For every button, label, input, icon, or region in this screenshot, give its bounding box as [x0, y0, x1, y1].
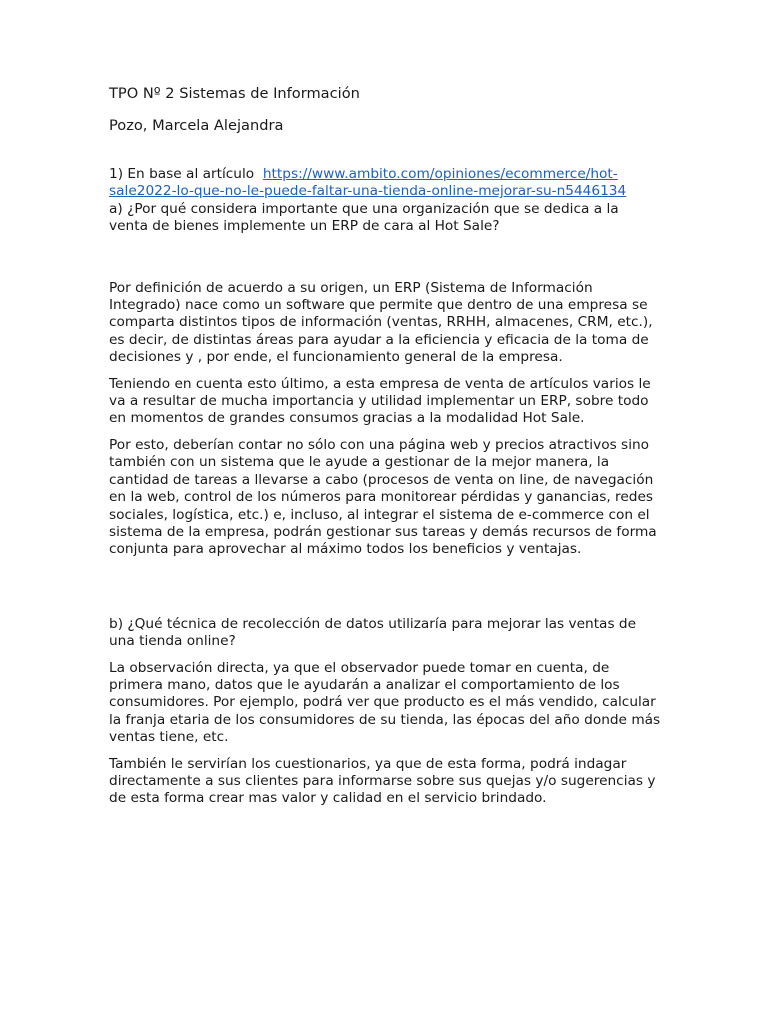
answer-b-paragraph-1: La observación directa, ya que el observador puede tomar en cuenta, de primera mano, datos que le ayudarán a analizar el comportamiento de los consumidores. Por ejemplo, podrá ver que producto es el más vendido, calcular la franja etaria de los consumidores de su tienda, las épocas del año donde más ventas tiene, etc.: [109, 659, 661, 746]
document-body: [109, 84, 661, 808]
document-author: Pozo, Marcela Alejandra: [109, 117, 284, 134]
answer-a-paragraph-1: Por definición de acuerdo a su origen, un ERP (Sistema de Información Integrado) nace como un software que permite que dentro de una empresa se comparta distintos tipos de información (ventas, RRHH, almacenes, CRM, etc.), es decir, de distintas áreas para ayudar a la eficiencia y eficacia de la toma de decisiones y , por ende, el funcionamiento general de la empresa.: [109, 279, 653, 366]
answer-a-paragraph-3: Por esto, deberían contar no sólo con una página web y precios atractivos sino también con un sistema que le ayude a gestionar de la mejor manera, la cantidad de tareas a llevarse a cabo (procesos de venta on line, de navegación en la web, control de los números para monitorear pérdidas y ganancias, redes sociales, logística, etc.) e, incluso, al integrar el sistema de e-commerce con el sistema de la empresa, podrán gestionar sus tareas y demás recursos de forma conjunta para aprovechar al máximo todos los beneficios y ventajas.: [109, 436, 657, 558]
question-1-intro: [109, 166, 661, 201]
article-link[interactable]: https://www.ambito.com/opiniones/ecommerce/hot-sale2022-lo-que-no-le-puede-faltar-una-tienda-online-mejorar-su-n5446134: [109, 166, 627, 200]
question-1-label: 1) En base al artículo: [109, 166, 255, 182]
document-title: TPO Nº 2 Sistemas de Información: [109, 85, 360, 102]
question-1b: b) ¿Qué técnica de recolección de datos utilizaría para mejorar las ventas de una tienda online?: [109, 615, 637, 650]
question-1a: a) ¿Por qué considera importante que una organización que se dedica a la venta de bienes implemente un ERP de cara al Hot Sale?: [109, 200, 619, 235]
answer-b-paragraph-2: También le servirían los cuestionarios, ya que de esta forma, podrá indagar directamente a sus clientes para informarse sobre sus quejas y/o sugerencias y de esta forma crear mas valor y calidad en el servicio brindado.: [109, 755, 656, 807]
answer-a-paragraph-2: Teniendo en cuenta esto último, a esta empresa de venta de artículos varios le va a resultar de mucha importancia y utilidad implementar un ERP, sobre todo en momentos de grandes consumos gracias a la modalidad Hot Sale.: [109, 375, 651, 427]
